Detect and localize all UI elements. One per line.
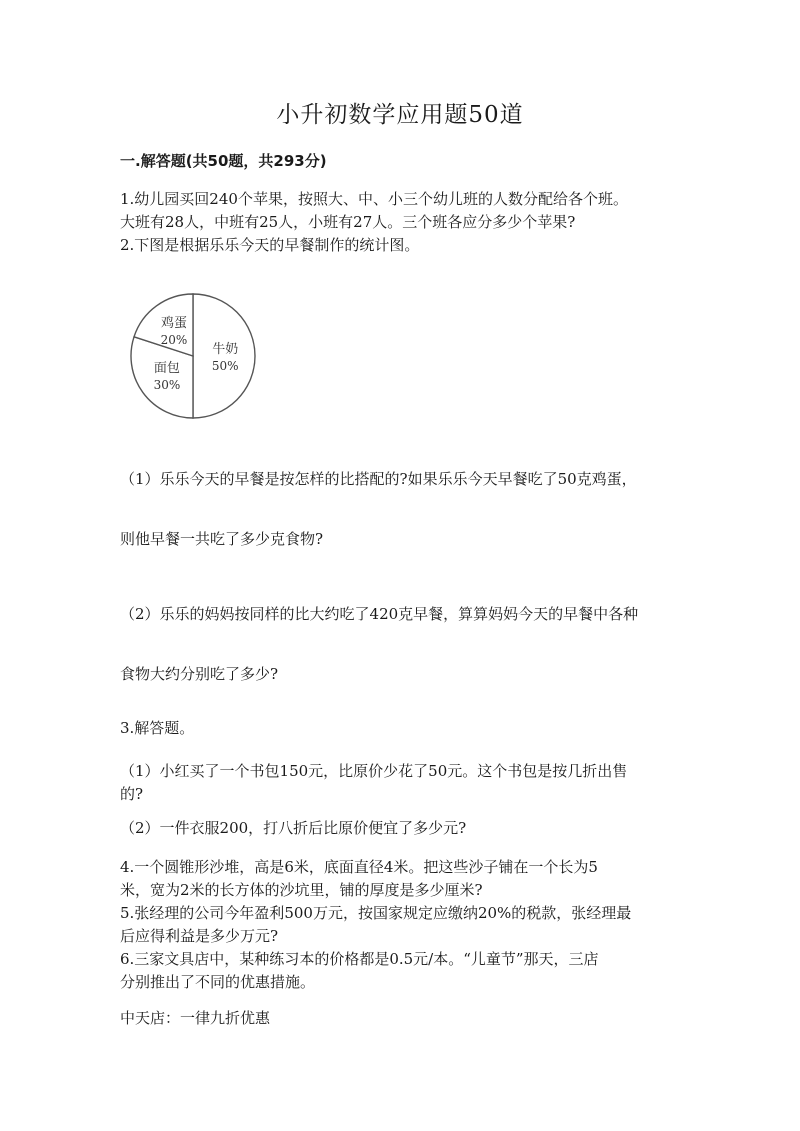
text-line: 4.一个圆锥形沙堆，高是6米，底面直径4米。把这些沙子铺在一个长为5 xyxy=(120,858,598,876)
text-line: 2.下图是根据乐乐今天的早餐制作的统计图。 xyxy=(120,236,420,254)
section-heading: 一.解答题(共50题，共293分) xyxy=(120,152,327,170)
pie-slice-name: 面包 xyxy=(153,361,180,376)
text-line: 5.张经理的公司今年盈利500万元，按国家规定应缴纳20%的税款，张经理最 xyxy=(120,904,632,922)
text-line: 的? xyxy=(120,785,144,803)
text-line: 6.三家文具店中，某种练习本的价格都是0.5元/本。“儿童节”那天，三店 xyxy=(120,950,599,968)
text-line: 则他早餐一共吃了多少克食物? xyxy=(120,530,324,548)
text-line: 分别推出了不同的优惠措施。 xyxy=(120,973,316,991)
breakfast-pie-chart xyxy=(128,290,268,424)
text-line: 中天店：一律九折优惠 xyxy=(120,1009,271,1027)
pie-slice-percent: 20% xyxy=(160,332,188,347)
text-line: 后应得利益是多少万元? xyxy=(120,927,279,945)
pie-slice-name: 鸡蛋 xyxy=(160,315,188,331)
text-line: 米，宽为2米的长方体的沙坑里，铺的厚度是多少厘米? xyxy=(120,881,483,899)
text-line: （2）乐乐的妈妈按同样的比大约吃了420克早餐，算算妈妈今天的早餐中各种 xyxy=(120,605,639,623)
page-title: 小升初数学应用题50道 xyxy=(276,102,524,128)
text-line: （1）乐乐今天的早餐是按怎样的比搭配的?如果乐乐今天早餐吃了50克鸡蛋， xyxy=(120,470,637,488)
text-line: （1）小红买了一个书包150元，比原价少花了50元。这个书包是按几折出售 xyxy=(120,762,628,780)
text-line: 3.解答题。 xyxy=(120,719,195,737)
pie-slice-percent: 30% xyxy=(153,378,181,392)
pie-slice-percent: 50% xyxy=(211,359,239,373)
text-line: 1.幼儿园买回240个苹果，按照大、中、小三个幼儿班的人数分配给各个班。 xyxy=(120,190,628,208)
pie-slice-name: 牛奶 xyxy=(212,342,239,357)
text-line: （2）一件衣服200，打八折后比原价便宜了多少元? xyxy=(120,819,467,837)
text-line: 大班有28人，中班有25人，小班有27人。三个班各应分多少个苹果? xyxy=(120,213,576,231)
text-line: 食物大约分别吃了多少? xyxy=(120,665,279,683)
